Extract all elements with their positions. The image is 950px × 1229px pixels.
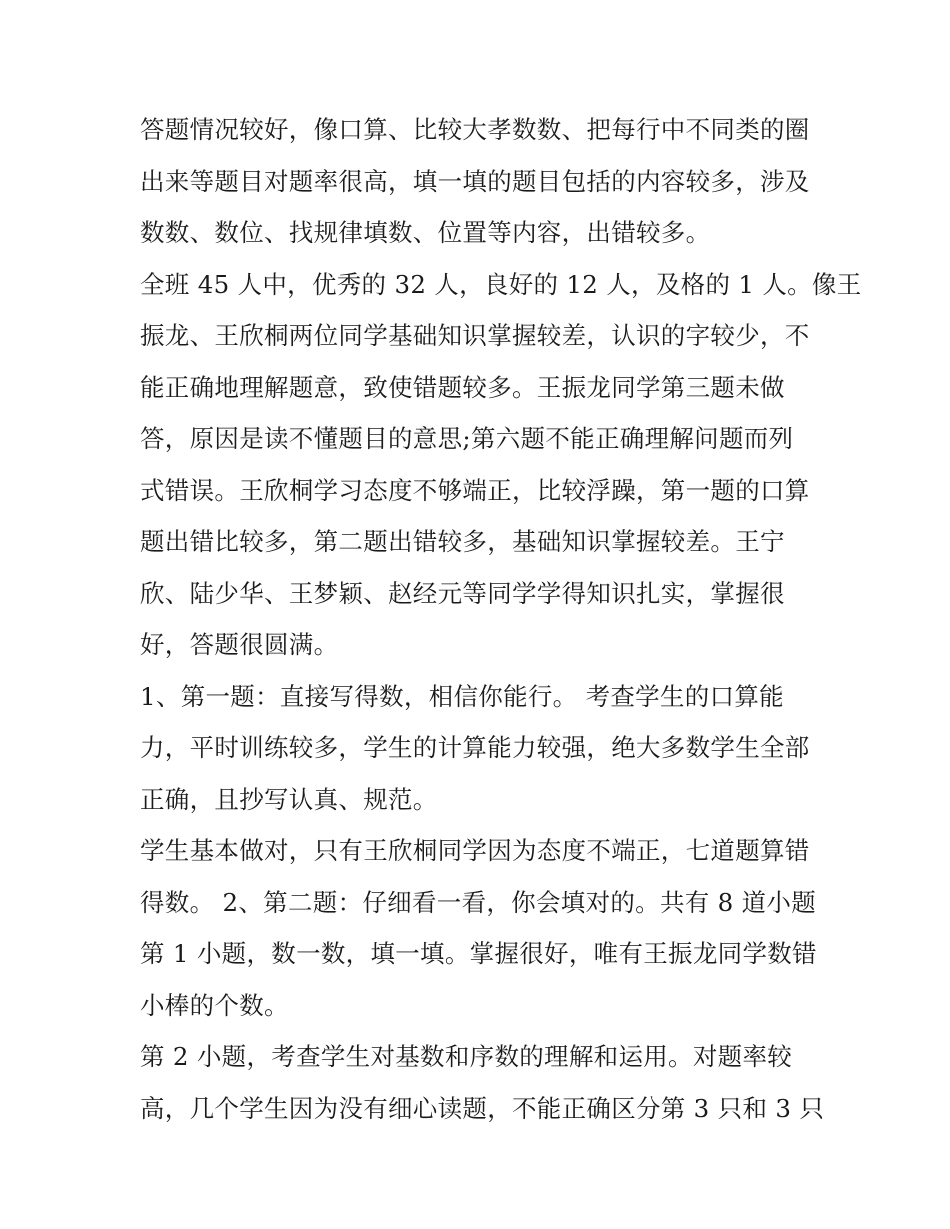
text-line: 出来等题目对题率很高，填一填的题目包括的内容较多，涉及 <box>140 166 810 196</box>
paragraph-sub-question-two <box>140 1031 825 1134</box>
text-line: 第 1 小题，数一数，填一填。掌握很好，唯有王振龙同学数错 <box>140 939 817 968</box>
text-line: 能正确地理解题意，致使错题较多。王振龙同学第三题未做 <box>140 372 785 402</box>
text-line: 高，几个学生因为没有细心读题，不能正确区分第 3 只和 3 只 <box>140 1093 825 1123</box>
text-line: 好，答题很圆满。 <box>140 630 339 659</box>
text-line: 欣、陆少华、王梦颖、赵经元等同学学得知识扎实，掌握很 <box>140 578 785 608</box>
text-line: 得数。 2、第二题：仔细看一看，你会填对的。共有 8 道小题 <box>140 887 817 917</box>
text-line: 题出错比较多，第二题出错较多，基础知识掌握较差。王宁 <box>140 527 785 556</box>
text-line: 全班 45 人中，优秀的 32 人，良好的 12 人，及格的 1 人。像王 <box>140 269 862 299</box>
text-line: 数数、数位、找规律填数、位置等内容，出错较多。 <box>140 218 711 247</box>
text-line: 学生基本做对，只有王欣桐同学因为态度不端正，七道题算错 <box>140 836 810 865</box>
paragraph-answer-overview <box>140 104 820 259</box>
text-line: 答，原因是读不懂题目的意思;第六题不能正确理解问题而列 <box>140 424 794 453</box>
document-body <box>140 104 862 1134</box>
paragraph-question-two <box>140 825 820 1031</box>
text-line: 1、第一题：直接写得数，相信你能行。 考查学生的口算能 <box>140 681 784 711</box>
text-line: 小棒的个数。 <box>140 990 289 1020</box>
text-line: 力，平时训练较多，学生的计算能力较强，绝大多数学生全部 <box>140 733 810 762</box>
text-line: 振龙、王欣桐两位同学基础知识掌握较差，认识的字较少，不 <box>140 321 810 350</box>
text-line: 式错误。王欣桐学习态度不够端正，比较浮躁，第一题的口算 <box>140 475 810 505</box>
text-line: 正确，且抄写认真、规范。 <box>140 784 438 814</box>
paragraph-class-results <box>140 259 862 671</box>
text-line: 第 2 小题，考查学生对基数和序数的理解和运用。对题率较 <box>140 1042 793 1071</box>
paragraph-question-one <box>140 671 820 826</box>
text-line: 答题情况较好，像口算、比较大孝数数、把每行中不同类的圈 <box>140 115 810 144</box>
